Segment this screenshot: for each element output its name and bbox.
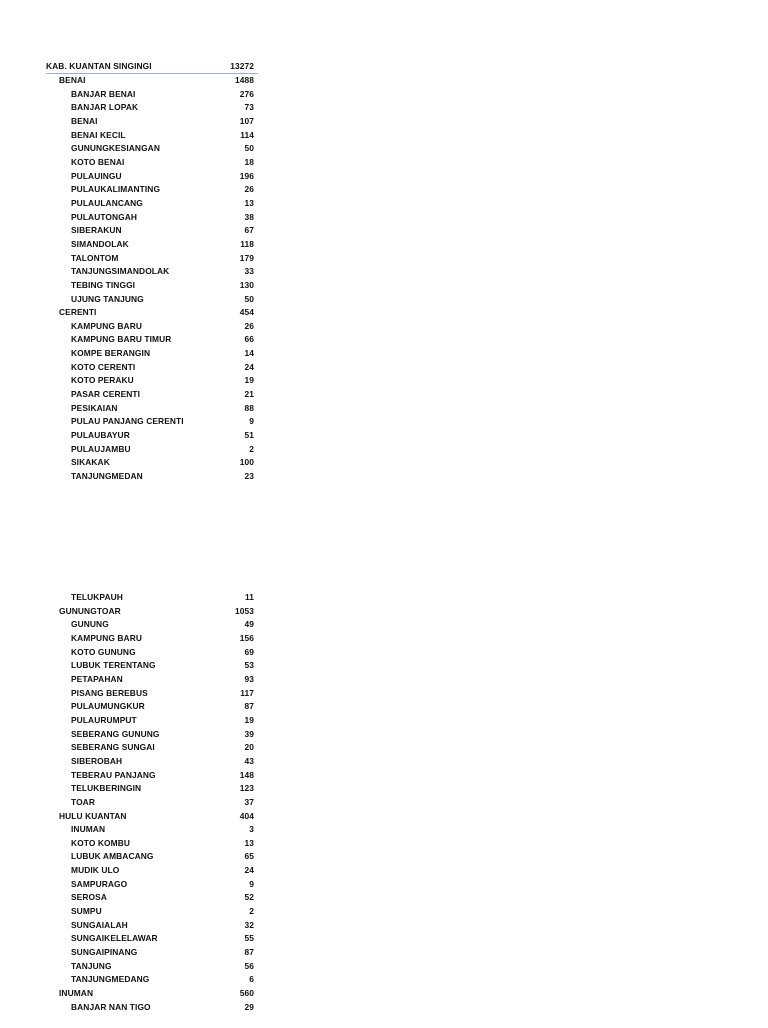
row-value: 130 (239, 279, 254, 290)
row-name: SEROSA (71, 892, 107, 903)
village-row (46, 659, 258, 673)
row-name: KAB. KUANTAN SINGINGI (46, 61, 152, 71)
row-name: TOAR (71, 796, 95, 807)
village-row (46, 279, 258, 293)
village-row (46, 101, 258, 115)
row-value: 19 (244, 714, 254, 725)
row-value: 56 (244, 960, 254, 971)
village-row (46, 741, 258, 755)
village-row (46, 837, 258, 851)
page-bottom-edge (0, 1016, 768, 1024)
row-name: SEBERANG GUNUNG (71, 728, 160, 739)
village-row (46, 973, 258, 987)
district-row (46, 74, 258, 88)
data-table-bottom-section (46, 591, 258, 1028)
row-name: BENAI KECIL (71, 129, 126, 140)
row-name: TEBING TINGGI (71, 279, 136, 290)
village-row (46, 347, 258, 361)
row-value: 55 (244, 933, 254, 944)
row-name: KOTO PERAKU (71, 375, 134, 386)
village-row (46, 864, 258, 878)
row-value: 38 (244, 211, 254, 222)
row-name: BANJAR NAN TIGO (71, 1001, 151, 1012)
village-row (46, 687, 258, 701)
row-value: 117 (240, 687, 254, 698)
row-name: PULAUKALIMANTING (71, 184, 161, 195)
district-row (46, 987, 258, 1001)
village-row (46, 429, 258, 443)
district-row (46, 605, 258, 619)
district-row (46, 810, 258, 824)
row-value: 1488 (234, 75, 254, 85)
row-name: PULAUINGU (71, 170, 122, 181)
row-value: 39 (244, 728, 254, 739)
village-row (46, 388, 258, 402)
village-row (46, 402, 258, 416)
row-name: PULAULANCANG (71, 197, 143, 208)
row-value: 100 (239, 457, 254, 468)
village-row (46, 960, 258, 974)
row-value: 88 (244, 402, 254, 413)
row-value: 21 (244, 389, 254, 400)
row-name: SEBERANG SUNGAI (71, 742, 155, 753)
row-name: SIMANDOLAK (71, 238, 129, 249)
row-name: TELUKBERINGIN (71, 783, 142, 794)
row-name: GUNUNG (71, 619, 109, 630)
village-row (46, 919, 258, 933)
row-value: 24 (244, 865, 254, 876)
row-name: KOTO KOMBU (71, 837, 131, 848)
row-value: 2 (249, 906, 254, 917)
row-value: 3 (249, 824, 254, 835)
village-row (46, 183, 258, 197)
row-value: 18 (244, 156, 254, 167)
row-name: PASAR CERENTI (71, 389, 141, 400)
row-name: TANJUNGMEDAN (71, 471, 143, 482)
village-row (46, 591, 258, 605)
row-name: BANJAR BENAI (71, 88, 136, 99)
row-value: 19 (244, 375, 254, 386)
village-row (46, 443, 258, 457)
row-name: PISANG BEREBUS (71, 687, 148, 698)
village-row (46, 333, 258, 347)
row-value: 93 (244, 673, 254, 684)
row-value: 118 (240, 238, 254, 249)
village-row (46, 293, 258, 307)
row-name: PULAUJAMBU (71, 443, 131, 454)
village-row (46, 470, 258, 484)
row-value: 20 (244, 742, 254, 753)
village-row (46, 905, 258, 919)
row-value: 50 (244, 293, 254, 304)
row-value: 2 (249, 443, 254, 454)
village-row (46, 265, 258, 279)
village-row (46, 252, 258, 266)
row-value: 14 (244, 348, 254, 359)
row-value: 1053 (234, 605, 254, 616)
row-value: 13 (244, 197, 254, 208)
row-name: SIBEROBAH (71, 755, 123, 766)
row-name: PULAUTONGAH (71, 211, 138, 222)
row-name: PESIKAIAN (71, 402, 118, 413)
row-name: LUBUK TERENTANG (71, 660, 156, 671)
row-name: TANJUNG (71, 960, 112, 971)
district-row (46, 306, 258, 320)
row-name: KOTO BENAI (71, 156, 125, 167)
row-name: KAMPUNG BARU TIMUR (71, 334, 172, 345)
row-name: LUBUK AMBACANG (71, 851, 154, 862)
row-value: 26 (244, 184, 254, 195)
row-value: 13272 (230, 61, 254, 71)
row-value: 32 (244, 919, 254, 930)
village-row (46, 850, 258, 864)
row-value: 24 (244, 361, 254, 372)
row-value: 50 (244, 143, 254, 154)
row-name: INUMAN (59, 988, 94, 999)
village-row (46, 211, 258, 225)
village-row (46, 374, 258, 388)
village-row (46, 415, 258, 429)
row-name: TELUKPAUH (71, 592, 123, 602)
row-name: KOMPE BERANGIN (71, 348, 151, 359)
row-name: BANJAR LOPAK (71, 102, 139, 113)
village-row (46, 932, 258, 946)
row-name: TANJUNGSIMANDOLAK (71, 266, 170, 277)
village-row (46, 142, 258, 156)
row-name: UJUNG TANJUNG (71, 293, 144, 304)
village-row (46, 224, 258, 238)
row-name: SUNGAIALAH (71, 919, 128, 930)
row-value: 53 (244, 660, 254, 671)
village-row (46, 823, 258, 837)
row-value: 9 (249, 416, 254, 427)
row-value: 33 (244, 266, 254, 277)
village-row (46, 115, 258, 129)
row-value: 69 (244, 646, 254, 657)
village-row (46, 632, 258, 646)
row-name: MUDIK ULO (71, 865, 120, 876)
row-value: 87 (244, 701, 254, 712)
row-value: 454 (239, 307, 254, 318)
village-row (46, 646, 258, 660)
village-row (46, 796, 258, 810)
village-row (46, 456, 258, 470)
village-row (46, 88, 258, 102)
row-value: 67 (244, 225, 254, 236)
row-name: INUMAN (71, 824, 106, 835)
regency-total-row (46, 60, 258, 74)
row-name: KOTO CERENTI (71, 361, 136, 372)
row-value: 51 (244, 430, 254, 441)
row-value: 66 (244, 334, 254, 345)
row-value: 52 (244, 892, 254, 903)
row-value: 196 (239, 170, 254, 181)
row-name: KAMPUNG BARU (71, 632, 142, 643)
row-value: 49 (244, 619, 254, 630)
row-name: GUNUNGTOAR (59, 605, 121, 616)
village-row (46, 769, 258, 783)
row-value: 107 (239, 115, 254, 126)
row-name: KOTO GUNUNG (71, 646, 136, 657)
row-value: 6 (249, 974, 254, 985)
village-row (46, 320, 258, 334)
village-row (46, 618, 258, 632)
row-value: 114 (240, 129, 254, 140)
row-name: SIKAKAK (71, 457, 110, 468)
row-value: 13 (244, 837, 254, 848)
row-name: PETAPAHAN (71, 673, 123, 684)
village-row (46, 714, 258, 728)
row-name: SUNGAIPINANG (71, 947, 138, 958)
row-name: GUNUNGKESIANGAN (71, 143, 160, 154)
row-value: 65 (244, 851, 254, 862)
village-row (46, 673, 258, 687)
row-value: 156 (239, 632, 254, 643)
row-value: 26 (244, 320, 254, 331)
row-name: HULU KUANTAN (59, 810, 127, 821)
row-value: 11 (244, 592, 254, 602)
village-row (46, 1001, 258, 1015)
row-value: 276 (239, 88, 254, 99)
row-value: 148 (239, 769, 254, 780)
row-name: SAMPURAGO (71, 878, 128, 889)
village-row (46, 156, 258, 170)
village-row (46, 782, 258, 796)
row-name: SUMPU (71, 906, 102, 917)
village-row (46, 129, 258, 143)
row-value: 23 (244, 471, 254, 482)
village-row (46, 197, 258, 211)
row-value: 179 (239, 252, 254, 263)
row-value: 43 (244, 755, 254, 766)
village-row (46, 891, 258, 905)
row-name: PULAURUMPUT (71, 714, 137, 725)
row-value: 37 (244, 796, 254, 807)
row-name: SIBERAKUN (71, 225, 122, 236)
village-row (46, 728, 258, 742)
village-row (46, 361, 258, 375)
row-value: 29 (244, 1001, 254, 1012)
village-row (46, 700, 258, 714)
village-row (46, 878, 258, 892)
row-name: TEBERAU PANJANG (71, 769, 156, 780)
village-row (46, 170, 258, 184)
row-name: PULAU PANJANG CERENTI (71, 416, 184, 427)
village-row (46, 238, 258, 252)
row-name: PULAUBAYUR (71, 430, 130, 441)
row-name: BENAI (59, 75, 86, 85)
village-row (46, 946, 258, 960)
row-value: 404 (239, 810, 254, 821)
row-name: BENAI (71, 115, 98, 126)
row-name: SUNGAIKELELAWAR (71, 933, 158, 944)
row-name: KAMPUNG BARU (71, 320, 142, 331)
row-value: 73 (244, 102, 254, 113)
row-name: TANJUNGMEDANG (71, 974, 150, 985)
data-table-top-section (46, 60, 258, 484)
row-name: TALONTOM (71, 252, 119, 263)
row-value: 560 (239, 988, 254, 999)
village-row (46, 755, 258, 769)
row-value: 9 (249, 878, 254, 889)
row-name: PULAUMUNGKUR (71, 701, 145, 712)
row-value: 87 (244, 947, 254, 958)
row-name: CERENTI (59, 307, 97, 318)
row-value: 123 (239, 783, 254, 794)
